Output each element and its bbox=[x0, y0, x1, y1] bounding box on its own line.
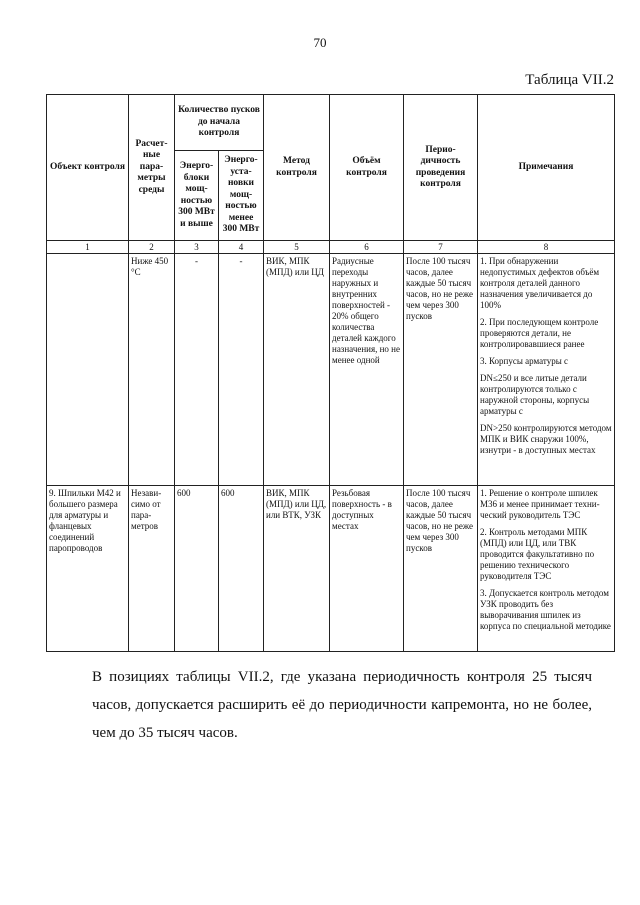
cell-notes bbox=[478, 486, 615, 652]
header-params: Расчет-ные пара-метры среды bbox=[129, 95, 175, 241]
cell-object bbox=[47, 254, 129, 486]
cell-method: ВИК, МПК (МПД) или ЦД, или ВТК, УЗК bbox=[264, 486, 330, 652]
header-period: Перио-дичность проведения контроля bbox=[404, 95, 478, 241]
cell-starts-300-plus: 600 bbox=[175, 486, 219, 652]
table-row bbox=[47, 486, 615, 652]
note-paragraph: DN>250 контролируются методом МПК и ВИК снаружи 100%, изнутри - в доступных местах bbox=[480, 423, 612, 455]
table-label: Таблица VII.2 bbox=[525, 72, 614, 88]
column-number: 5 bbox=[264, 241, 330, 254]
cell-starts-under-300: 600 bbox=[219, 486, 264, 652]
header-row bbox=[47, 95, 615, 151]
note-paragraph: DN≤250 и все литые детали контролируются только с наружной стороны, корпусы арматуры с bbox=[480, 373, 590, 416]
control-table bbox=[46, 94, 615, 652]
cell-volume: Радиусные переходы наружных и внутренних поверхностей - 20% общего количества деталей каждого назначения, но не менее одной bbox=[330, 254, 404, 486]
column-number: 1 bbox=[47, 241, 129, 254]
cell-starts-under-300: - bbox=[219, 254, 264, 486]
column-number: 6 bbox=[330, 241, 404, 254]
note-paragraph: 3. Корпусы арматуры с bbox=[480, 356, 569, 366]
header-volume: Объём контроля bbox=[330, 95, 404, 241]
note-paragraph: 3. Допускается контроль методом УЗК проводить без выворачивания шпилек из корпуса по специальной методике bbox=[480, 588, 611, 631]
cell-object: 9. Шпильки М42 и большего размера для арматуры и фланцевых соединений паропроводов bbox=[47, 486, 129, 652]
footer-paragraph: В позициях таблицы VII.2, где указана периодичность контроля 25 тысяч часов, допускается расширить её до периодичности капремонта, но не более, чем до 35 тысяч часов. bbox=[92, 669, 592, 741]
header-starts: Количество пусков до начала контроля bbox=[175, 95, 264, 151]
header-notes: Примечания bbox=[478, 95, 615, 241]
column-number: 8 bbox=[478, 241, 615, 254]
note-paragraph: 1. Решение о контроле шпилек М36 и менее принимает техни-ческий руководитель ТЭС bbox=[480, 488, 600, 520]
cell-period: После 100 тысяч часов, далее каждые 50 тысяч часов, но не реже чем через 300 пусков bbox=[404, 254, 478, 486]
cell-params: Ниже 450 °С bbox=[129, 254, 175, 486]
cell-volume: Резьбовая поверхность - в доступных местах bbox=[330, 486, 404, 652]
note-paragraph: 1. При обнаружении недопустимых дефектов объём контроля деталей данного назначения увеличивается до 100% bbox=[480, 256, 600, 310]
cell-method: ВИК, МПК (МПД) или ЦД bbox=[264, 254, 330, 486]
column-number: 4 bbox=[219, 241, 264, 254]
column-number: 3 bbox=[175, 241, 219, 254]
cell-params: Незави-симо от пара-метров bbox=[129, 486, 175, 652]
cell-starts-300-plus: - bbox=[175, 254, 219, 486]
header-starts-300-plus: Энерго-блоки мощ-ностью 300 МВт и выше bbox=[175, 151, 219, 241]
column-number: 2 bbox=[129, 241, 175, 254]
header-starts-under-300: Энерго-уста-новки мощ-ностью менее 300 МВт bbox=[219, 151, 264, 241]
column-number: 7 bbox=[404, 241, 478, 254]
note-paragraph: 2. Контроль методами МПК (МПД) или ЦД, или ТВК проводится факультативно по решению технического руководителя ТЭС bbox=[480, 527, 595, 581]
cell-notes bbox=[478, 254, 615, 486]
header-method: Метод контроля bbox=[264, 95, 330, 241]
column-number-row bbox=[47, 241, 615, 254]
header-object: Объект контроля bbox=[47, 95, 129, 241]
note-paragraph: 2. При последующем контроле проверяются детали, не контролировавшиеся ранее bbox=[480, 317, 599, 349]
table-row bbox=[47, 254, 615, 486]
page-number: 70 bbox=[313, 35, 327, 50]
cell-period: После 100 тысяч часов, далее каждые 50 тысяч часов, но не реже чем через 300 пусков bbox=[404, 486, 478, 652]
